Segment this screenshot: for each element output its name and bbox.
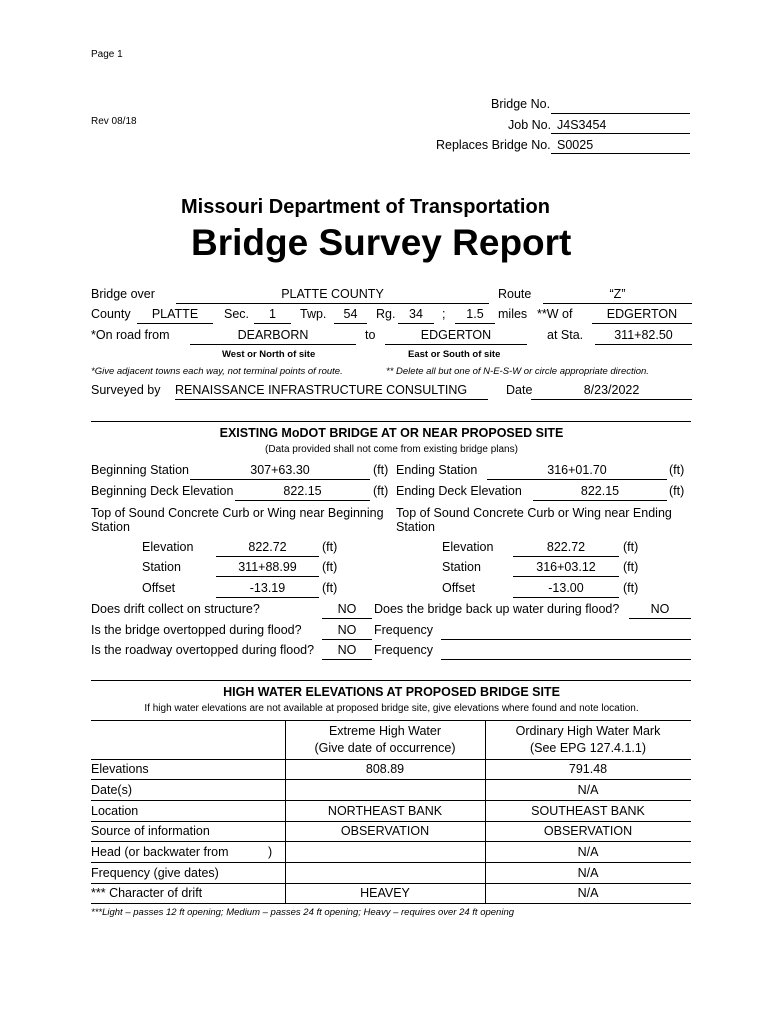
bridge-no-field[interactable] (551, 97, 690, 114)
row-label: *** Character of drift (91, 886, 203, 900)
row-label: Elevations (91, 762, 149, 776)
row-label: Head (or backwater from (91, 845, 229, 859)
bridge-over-label: Bridge over (91, 287, 155, 301)
overtopped-question: Is the bridge overtopped during flood? (91, 623, 302, 637)
ft-unit: (ft) (623, 540, 639, 554)
table-rule (91, 841, 691, 842)
miles-label: miles (498, 307, 528, 321)
replaces-bridge-label: Replaces Bridge No. (436, 138, 551, 152)
frequency-field-2[interactable] (441, 643, 691, 660)
at-station-field[interactable]: 311+82.50 (595, 328, 692, 345)
bridge-no-label: Bridge No. (491, 97, 551, 111)
section-divider (91, 680, 691, 681)
top-end-heading-2: Station (396, 520, 435, 534)
ordinary-col-subheader: (See EPG 127.4.1.1) (529, 741, 647, 755)
table-cell[interactable]: N/A (577, 783, 599, 797)
on-road-label: *On road from (91, 328, 170, 342)
end-elevation-label: Elevation (442, 540, 494, 554)
existing-bridge-subheading: (Data provided shall not come from existing bridge plans) (265, 444, 518, 455)
top-end-heading: Top of Sound Concrete Curb or Wing near Ending (396, 506, 672, 520)
table-rule (91, 800, 691, 801)
rg-field[interactable]: 34 (398, 307, 434, 324)
begin-elevation-field[interactable]: 822.72 (216, 540, 319, 557)
begin-sta-field[interactable]: 311+88.99 (216, 560, 319, 577)
direction-town-field[interactable]: EDGERTON (592, 307, 692, 324)
begin-sta-label: Station (142, 560, 181, 574)
frequency-field-1[interactable] (441, 623, 691, 640)
surveyed-by-label: Surveyed by (91, 383, 161, 397)
at-station-label: at Sta. (547, 328, 584, 342)
top-begin-heading: Top of Sound Concrete Curb or Wing near Beginning (91, 506, 384, 520)
county-field[interactable]: PLATTE (137, 307, 213, 324)
rg-label: Rg. (376, 307, 396, 321)
ft-unit: (ft) (373, 484, 389, 498)
page-number: Page 1 (91, 49, 123, 60)
route-label: Route (498, 287, 532, 301)
semicolon: ; (442, 307, 446, 321)
ft-unit: (ft) (322, 560, 338, 574)
ordinary-col-header: Ordinary High Water Mark (515, 724, 661, 738)
drift-question: Does drift collect on structure? (91, 602, 260, 616)
surveyed-by-field[interactable]: RENAISSANCE INFRASTRUCTURE CONSULTING (175, 383, 488, 400)
table-rule (91, 759, 691, 760)
begin-station-field[interactable]: 307+63.30 (190, 463, 370, 480)
job-no-field[interactable]: J4S3454 (551, 118, 690, 134)
department-title: Missouri Department of Transportation (181, 196, 550, 218)
ft-unit: (ft) (623, 581, 639, 595)
backup-question: Does the bridge back up water during flood? (374, 602, 620, 616)
extreme-col-header: Extreme High Water (328, 724, 442, 738)
begin-deck-field[interactable]: 822.15 (235, 484, 370, 501)
table-cell[interactable]: NORTHEAST BANK (327, 804, 443, 818)
job-no-label: Job No. (508, 118, 552, 132)
end-sta-field[interactable]: 316+03.12 (513, 560, 619, 577)
table-rule (91, 779, 691, 780)
direction-note: ** Delete all but one of N-E-S-W or circle appropriate direction. (386, 366, 649, 377)
end-offset-field[interactable]: -13.00 (513, 581, 619, 598)
sec-label: Sec. (224, 307, 250, 321)
drift-footnote: ***Light – passes 12 ft opening; Medium – passes 24 ft opening; Heavy – requires over 24 ft opening (91, 907, 515, 918)
table-rule (91, 862, 691, 863)
end-station-label: Ending Station (396, 463, 478, 477)
existing-bridge-heading: EXISTING MoDOT BRIDGE AT OR NEAR PROPOSED SITE (219, 426, 564, 440)
overtopped-answer[interactable]: NO (322, 623, 372, 640)
backup-answer[interactable]: NO (629, 602, 691, 619)
begin-elevation-label: Elevation (142, 540, 194, 554)
twp-label: Twp. (300, 307, 327, 321)
direction-label: **W of (537, 307, 573, 321)
roadway-question: Is the roadway overtopped during flood? (91, 643, 315, 657)
begin-offset-field[interactable]: -13.19 (216, 581, 319, 598)
adjacent-towns-note: *Give adjacent towns each way, not terminal points of route. (91, 366, 343, 377)
road-to-field[interactable]: EDGERTON (385, 328, 527, 345)
ft-unit: (ft) (373, 463, 389, 477)
drift-answer[interactable]: NO (322, 602, 372, 619)
end-sta-label: Station (442, 560, 481, 574)
table-rule (91, 903, 691, 904)
road-from-field[interactable]: DEARBORN (190, 328, 356, 345)
end-elevation-field[interactable]: 822.72 (513, 540, 619, 557)
twp-field[interactable]: 54 (334, 307, 367, 324)
table-rule (91, 883, 691, 884)
ft-unit: (ft) (669, 484, 685, 498)
end-deck-label: Ending Deck Elevation (396, 484, 522, 498)
section-divider (91, 421, 691, 422)
ft-unit: (ft) (669, 463, 685, 477)
row-label: Location (91, 804, 139, 818)
ft-unit: (ft) (322, 540, 338, 554)
end-station-field[interactable]: 316+01.70 (487, 463, 667, 480)
report-title: Bridge Survey Report (191, 222, 572, 263)
bridge-over-field[interactable]: PLATTE COUNTY (176, 287, 489, 304)
table-cell[interactable]: HEAVEY (360, 886, 410, 900)
replaces-bridge-field[interactable]: S0025 (551, 138, 690, 154)
route-field[interactable]: “Z” (543, 287, 692, 304)
table-cell[interactable]: 791.48 (568, 762, 608, 776)
table-cell[interactable]: 808.89 (365, 762, 405, 776)
table-cell[interactable]: N/A (577, 845, 599, 859)
row-label: Source of information (91, 824, 210, 838)
begin-station-label: Beginning Station (91, 463, 189, 477)
revision-label: Rev 08/18 (91, 116, 137, 127)
ft-unit: (ft) (322, 581, 338, 595)
table-rule (91, 821, 691, 822)
roadway-answer[interactable]: NO (322, 643, 372, 660)
begin-deck-label: Beginning Deck Elevation (91, 484, 234, 498)
table-cell[interactable]: OBSERVATION (543, 824, 633, 838)
sec-field[interactable]: 1 (254, 307, 291, 324)
frequency-label: Frequency (374, 623, 434, 637)
top-begin-heading-2: Station (91, 520, 130, 534)
frequency-label: Frequency (374, 643, 434, 657)
county-label: County (91, 307, 131, 321)
table-cell[interactable]: N/A (577, 866, 599, 880)
ft-unit: (ft) (623, 560, 639, 574)
high-water-heading: HIGH WATER ELEVATIONS AT PROPOSED BRIDGE SITE (223, 685, 560, 699)
end-deck-field[interactable]: 822.15 (533, 484, 667, 501)
west-north-caption: West or North of site (222, 349, 316, 360)
table-rule (91, 720, 691, 721)
head-close-paren: ) (268, 845, 273, 859)
date-label: Date (506, 383, 533, 397)
row-label: Date(s) (91, 783, 132, 797)
to-label: to (365, 328, 376, 342)
extreme-col-subheader: (Give date of occurrence) (314, 741, 456, 755)
high-water-subheading: If high water elevations are not available at proposed bridge site, give elevations where found and note location. (144, 703, 639, 714)
table-cell[interactable]: N/A (577, 886, 599, 900)
begin-offset-label: Offset (142, 581, 176, 595)
east-south-caption: East or South of site (408, 349, 501, 360)
table-cell[interactable]: OBSERVATION (340, 824, 430, 838)
miles-field[interactable]: 1.5 (455, 307, 495, 324)
date-field[interactable]: 8/23/2022 (531, 383, 692, 400)
table-cell[interactable]: SOUTHEAST BANK (531, 804, 645, 818)
end-offset-label: Offset (442, 581, 476, 595)
row-label: Frequency (give dates) (91, 866, 219, 880)
